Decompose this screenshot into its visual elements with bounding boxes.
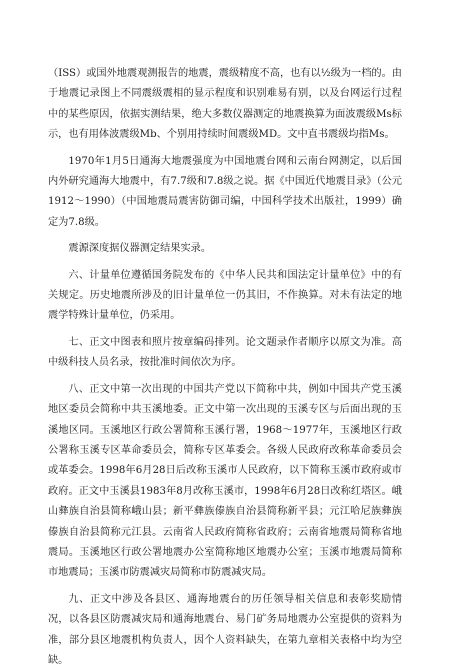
paragraph-measurement-units: 六、计量单位遵循国务院发布的《中华人民共和国法定计量单位》中的有关规定。历史地震所涉及的旧计量单位一仍其旧，不作换算。对未有法定的地震学特殊计量单位，仍采用。 bbox=[48, 269, 402, 322]
paragraph-magnitude-notes: （ISS）或国外地震观测报告的地震，震级精度不高，也有以½级为一档的。由于地震记录图上不同震级震相的显示程度和识别难易有别，以及台网运行过程中的某些原因，依据实测结果，绝大多数仪器测定的地震换算为面波震级Ms标示，也有用体波震级Mb、个别用持续时间震级MD。文中直书震级均指Ms。 bbox=[48, 68, 402, 141]
paragraph-figures-tables: 七、正文中图表和照片按章编码排列。论文题录作者顺序以原文为准。高中级科技人员名录，按批准时间依次为序。 bbox=[48, 336, 402, 369]
paragraph-abbreviations: 八、正文中第一次出现的中国共产党以下简称中共，例如中国共产党玉溪地区委员会简称中共玉溪地委。正文中第一次出现的玉溪专区与后面出现的玉溪地区同。玉溪地区行政公署简称玉溪行署，1968～1977年，玉溪地区行政公署称玉溪专区革命委员会，简称专区革委会。各级人民政府改称革命委员会或革委会。1998年6月28日后改称玉溪市人民政府，以下简称玉溪市政府或市政府。正文中玉溪县1983年8月改称玉溪市，1998年6月28日改称红塔区。峨山彝族自治县简称峨山县；新平彝族傣族自治县简称新平县；元江哈尼族彝族傣族自治县简称元江县。云南省人民政府简称省政府；云南省地震局简称省地震局。玉溪地区行政公署地震办公室简称地区地震办公室；玉溪市地震局简称市地震局；玉溪市防震减灾局简称市防震减灾局。 bbox=[48, 383, 402, 579]
paragraph-tonghai-earthquake: 1970年1月5日通海大地震强度为中国地震台网和云南台网测定，以后国内外研究通海大地震中，有7.7级和7.8级之说。据《中国近代地震目录》（公元1912～1990）（中国地震局震害防御司编，中国科学技术出版社，1999）确定为7.8级。 bbox=[48, 155, 402, 228]
paragraph-focal-depth: 震源深度据仪器测定结果实录。 bbox=[68, 243, 212, 255]
paragraph-leadership-info: 九、正文中涉及各县区、通海地震台的历任领导相关信息和表彰奖励情况，以各县区防震减灾局和通海地震台、易门矿务局地震办公室提供的资料为准，部分县区地震机构负责人，因个人资料缺失，在第九章相关表格中均为空缺。 bbox=[48, 593, 402, 666]
